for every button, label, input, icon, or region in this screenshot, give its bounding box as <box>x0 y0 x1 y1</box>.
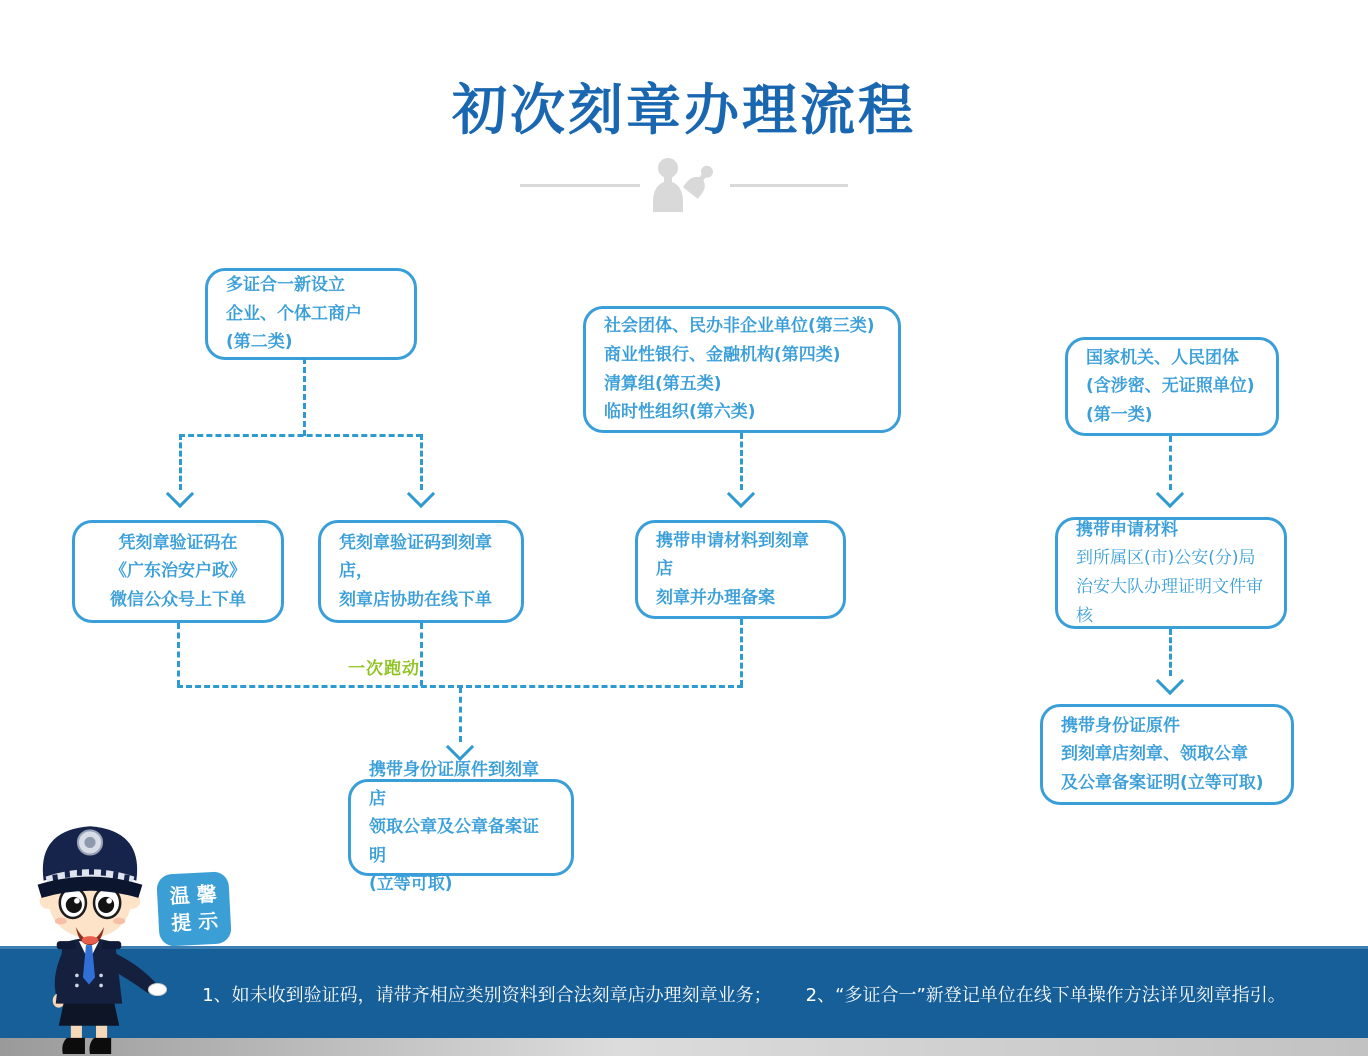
flow-box-category3-6-entities <box>583 306 901 433</box>
box-line: (第二类) <box>226 332 293 353</box>
flow-box-collect-seal <box>348 760 574 895</box>
bottom-gray-strip <box>0 1038 1368 1056</box>
box-line: 携带身份证原件到刻章店 <box>369 760 539 809</box>
divider-line-left <box>520 184 640 187</box>
badge-line: 温馨 <box>169 881 225 909</box>
box-line: 企业、个体工商户 <box>226 303 362 324</box>
connector-box1-split <box>179 434 422 437</box>
box-line: 携带身份证原件 <box>1061 715 1180 736</box>
warm-tips-badge <box>156 871 232 947</box>
box-line: 到所属区(市)公安(分)局 <box>1076 548 1256 569</box>
seal-stamp-icon <box>640 156 730 216</box>
box-line: 清算组(第五类) <box>604 373 722 394</box>
box-line: 及公章备案证明(立等可取) <box>1061 772 1264 793</box>
box-line: 到刻章店刻章、领取公章 <box>1061 744 1248 765</box>
one-trip-label: 一次跑动 <box>348 659 420 679</box>
box-line: 临时性组织(第六类) <box>604 402 756 423</box>
badge-line: 提示 <box>170 908 226 936</box>
box-line: 携带申请材料到刻章店 <box>656 530 809 580</box>
box-line: 治安大队办理证明文件审核 <box>1076 577 1263 626</box>
flow-box-category1-entities <box>1065 337 1279 436</box>
flow-box-shop-assisted-order <box>318 520 524 623</box>
arrowhead-down-icon <box>1156 480 1184 508</box>
connector-box5-down <box>420 623 423 686</box>
box-line: (立等可取) <box>369 874 453 895</box>
connector-box1-stem <box>303 358 306 436</box>
box-line: 商业性银行、金融机构(第四类) <box>604 344 841 365</box>
connector-box4-down <box>177 623 180 686</box>
page-title: 初次刻章办理流程 <box>451 78 916 142</box>
arrowhead-down-icon <box>727 480 755 508</box>
footer-note-1: 1、如未收到验证码，请带齐相应类别资料到合法刻章店办理刻章业务； <box>202 984 772 1006</box>
flow-box-collect-seal-psb-route <box>1040 704 1294 805</box>
box-line: 国家机关、人民团体 <box>1086 347 1239 368</box>
box-line: (第一类) <box>1086 404 1153 425</box>
box-line: 微信公众号上下单 <box>110 589 246 610</box>
box-line: 社会团体、民办非企业单位(第三类) <box>604 316 875 337</box>
box-line: 多证合一新设立 <box>226 275 345 296</box>
footer-tips-bar <box>0 946 1368 1038</box>
box-line: 刻章并办理备案 <box>656 587 775 608</box>
flow-box-category2-entities <box>205 268 417 360</box>
connector-box6-down <box>740 619 743 686</box>
flow-box-wechat-order <box>72 520 284 623</box>
divider-line-right <box>730 184 848 187</box>
flow-box-materials-to-shop <box>635 520 846 619</box>
arrowhead-down-icon <box>166 480 194 508</box>
arrowhead-down-icon <box>407 480 435 508</box>
box-line: 《广东治安户政》 <box>110 561 246 582</box>
box-line: 携带申请材料 <box>1076 519 1178 540</box>
box-line: 凭刻章验证码到刻章店， <box>339 532 492 582</box>
box-line: (含涉密、无证照单位) <box>1086 376 1255 397</box>
police-officer-mascot <box>16 784 168 1056</box>
footer-note-2: 2、“多证合一”新登记单位在线下单操作方法详见刻章指引。 <box>805 984 1286 1006</box>
flow-box-psb-review <box>1055 517 1287 629</box>
box-line: 领取公章及公章备案证明 <box>369 817 539 866</box>
box-line: 凭刻章验证码在 <box>118 532 238 553</box>
arrowhead-down-icon <box>1156 667 1184 695</box>
box-line: 刻章店协助在线下单 <box>339 589 492 610</box>
